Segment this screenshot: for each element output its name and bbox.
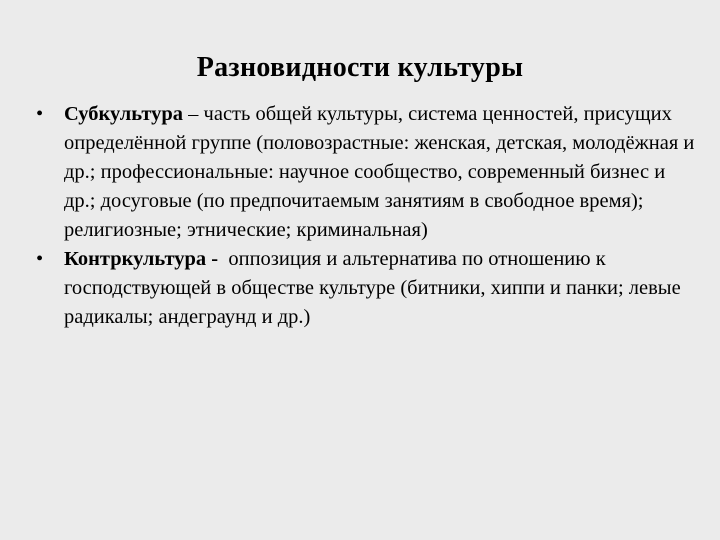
slide-title: Разновидности культуры: [196, 52, 524, 83]
bullet-icon: •: [36, 103, 44, 125]
definition-subculture: – часть общей культуры, система ценностей, присущих определённой группе (половозрастные: женская, детская, молодёжная и др.; профессиональные: научное сообщество, современный бизнес и др.; досуговые (по предпочитаемым занятиям в свободное время); религиозные; этнические; криминальная): [64, 103, 695, 241]
bullet-list: [36, 100, 696, 332]
term-counterculture: Контркультура -: [64, 248, 219, 270]
bullet-item-counterculture: [36, 245, 696, 332]
bullet-icon: •: [36, 248, 44, 270]
term-subculture: Субкультура: [64, 103, 184, 125]
definition-counterculture: оппозиция и альтернатива по отношению к господствующей в обществе культуре (битники, хиппи и панки; левые радикалы; андеграунд и др.): [64, 248, 686, 328]
bullet-item-subculture: [36, 100, 696, 245]
